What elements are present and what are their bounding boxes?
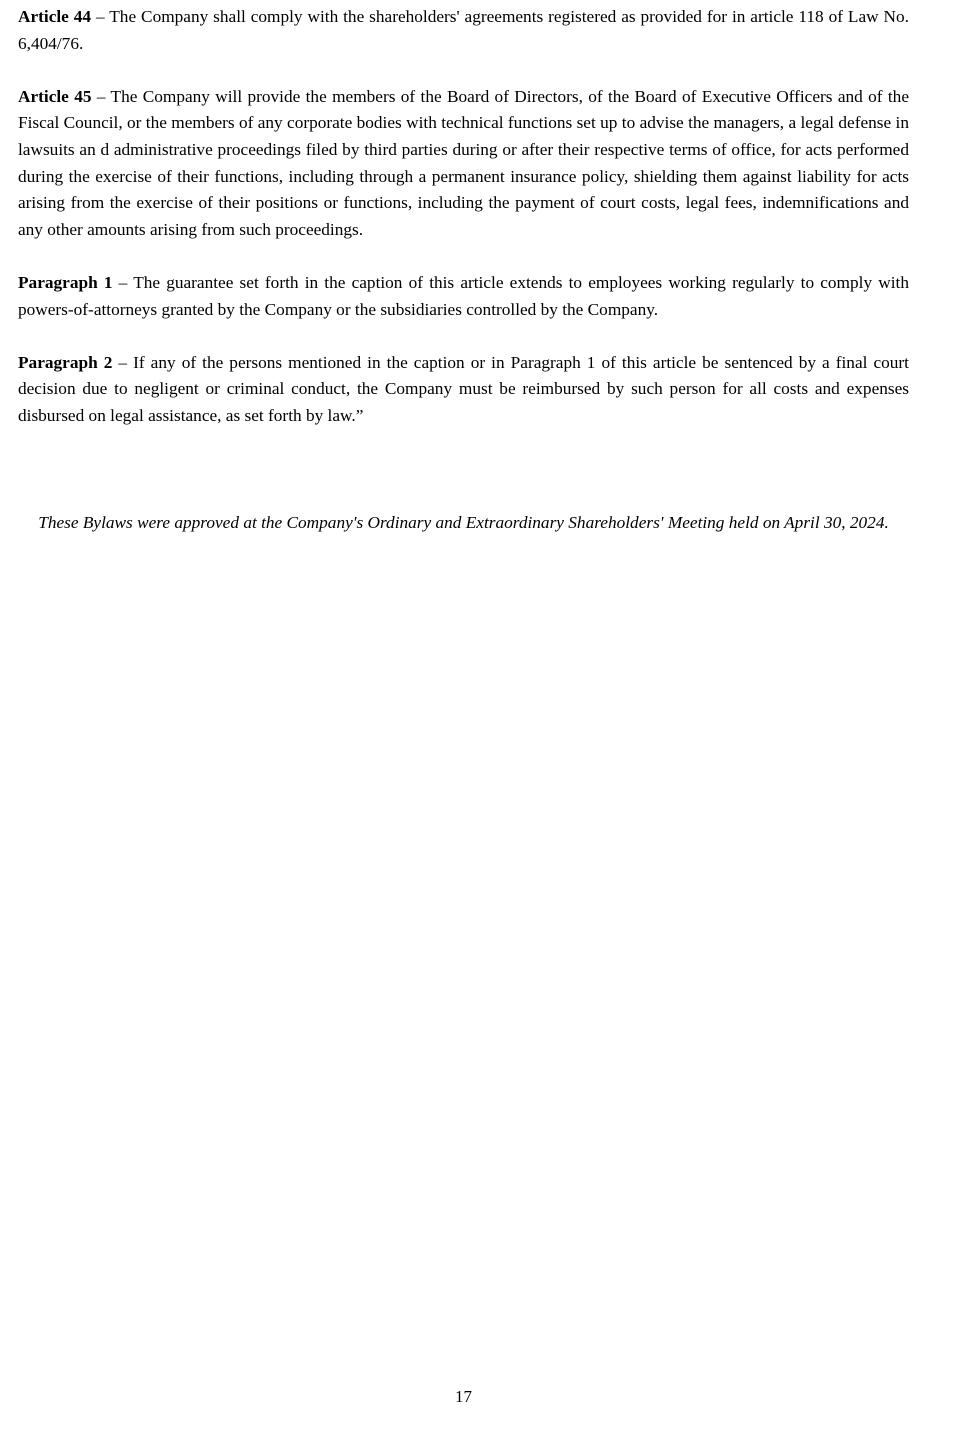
paragraph-2-heading: Paragraph 2: [18, 352, 113, 372]
paragraph-2-text: If any of the persons mentioned in the caption or in Paragraph 1 of this article be sentenced by a final court decision due to negligent or criminal conduct, the Company must be reimbursed by such person for all costs and expenses disbursed on legal assistance, as set forth by law.”: [18, 352, 909, 425]
paragraph-1-text: The guarantee set forth in the caption of this article extends to employees working regularly to comply with powers-of-attorneys granted by the Company or the subsidiaries controlled by the Company.: [18, 272, 909, 319]
article-44-heading: Article 44: [18, 7, 92, 26]
article-45-heading: Article 45: [18, 86, 92, 106]
page-number: 17: [455, 1387, 472, 1406]
article-45-text: The Company will provide the members of the Board of Directors, of the Board of Executive Officers and of the Fiscal Council, or the members of any corporate bodies with technical functions set up to advise the managers, a legal defense in lawsuits an d administrative proceedings filed by third parties during or after their respective terms of office, for acts performed during the exercise of their functions, including through a permanent insurance policy, shielding them against liability for acts arising from the exercise of their positions or functions, including the payment of court costs, legal fees, indemnifications and any other amounts arising from such proceedings.: [18, 86, 909, 239]
bylaws-approval-note: These Bylaws were approved at the Company's Ordinary and Extraordinary Shareholders' Meeting held on April 30, 2024.: [38, 513, 889, 532]
paragraph-2: [18, 350, 909, 430]
article-45: [18, 84, 909, 244]
paragraph-1: [18, 270, 909, 323]
paragraph-1-separator: –: [112, 272, 134, 292]
article-44-separator: –: [91, 7, 110, 26]
article-45-separator: –: [91, 86, 111, 106]
document-body: [18, 4, 909, 456]
article-44: [18, 4, 909, 57]
paragraph-1-heading: Paragraph 1: [18, 272, 113, 292]
article-44-text: The Company shall comply with the shareholders' agreements registered as provided for in article 118 of Law No. 6,404/76.: [18, 7, 909, 53]
paragraph-2-separator: –: [112, 352, 134, 372]
